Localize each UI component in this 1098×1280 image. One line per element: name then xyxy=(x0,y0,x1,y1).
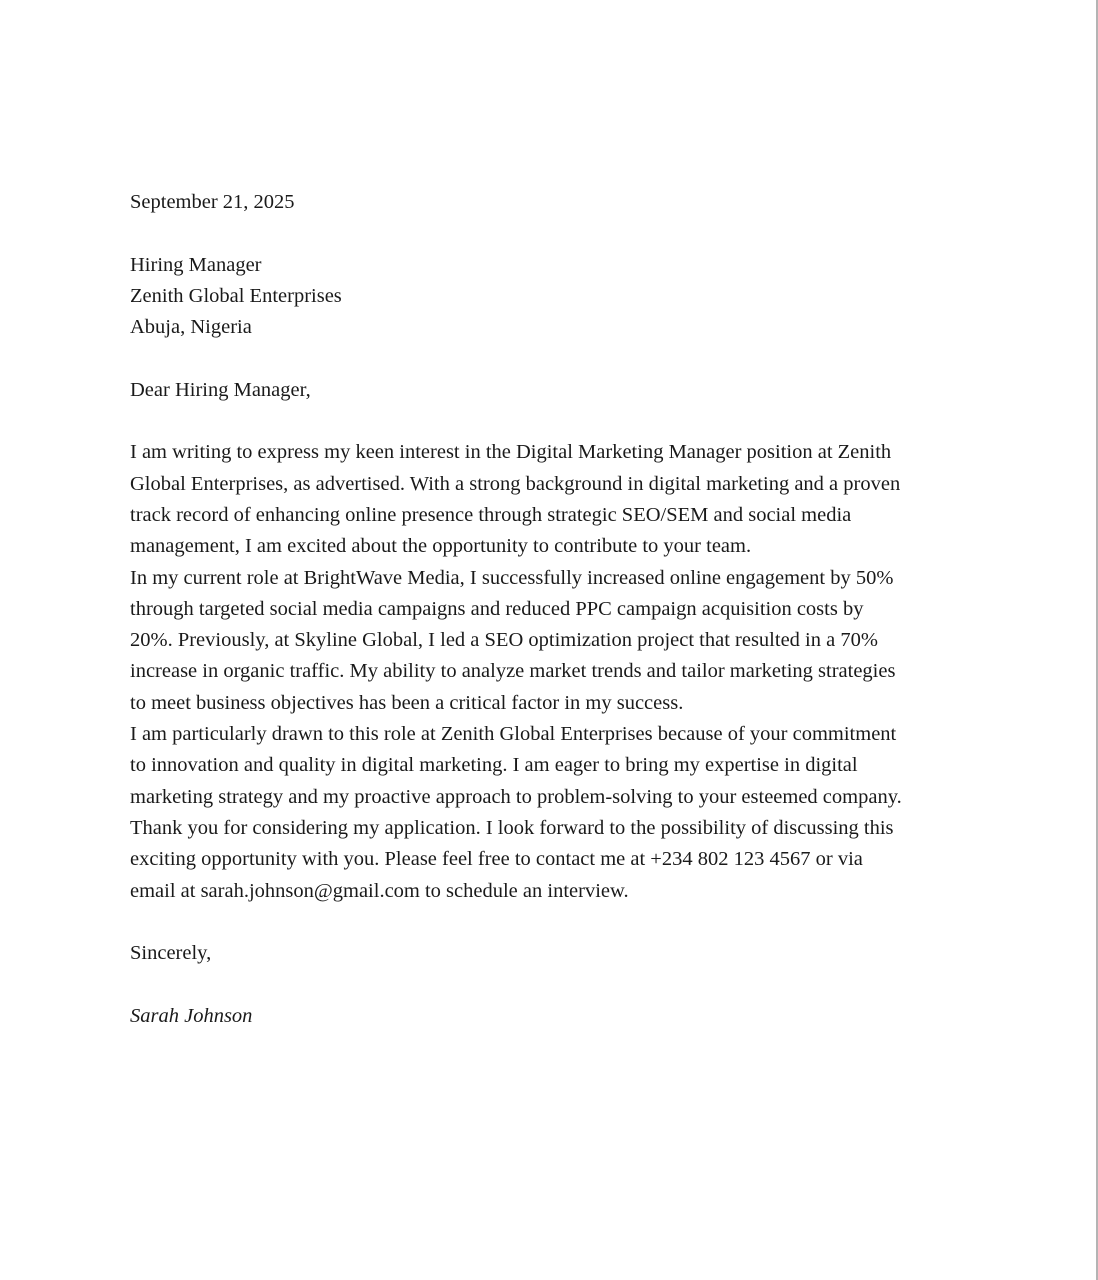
spacer xyxy=(130,343,980,374)
signature: Sarah Johnson xyxy=(130,1004,253,1027)
spacer xyxy=(130,907,980,938)
letter-date: September 21, 2025 xyxy=(130,191,295,213)
body-line: Global Enterprises, as advertised. With a strong background in digital marketing and a proven xyxy=(130,472,901,495)
body-line: exciting opportunity with you. Please feel free to contact me at +234 802 123 4567 or via xyxy=(130,848,863,871)
body-line: to innovation and quality in digital marketing. I am eager to bring my expertise in digital xyxy=(130,754,858,777)
salutation: Dear Hiring Manager, xyxy=(130,378,311,401)
closing: Sincerely, xyxy=(130,942,212,965)
body-line: 20%. Previously, at Skyline Global, I led a SEO optimization project that resulted in a 70% xyxy=(130,629,878,652)
body-line: I am particularly drawn to this role at Zenith Global Enterprises because of your commitment xyxy=(130,723,897,746)
body-line: I am writing to express my keen interest in the Digital Marketing Manager position at Zenith xyxy=(130,441,892,464)
cover-letter xyxy=(130,187,980,1032)
recipient-address xyxy=(130,250,980,344)
spacer xyxy=(130,969,980,1000)
body-line: to meet business objectives has been a critical factor in my success. xyxy=(130,691,684,714)
body-line: management, I am excited about the opportunity to contribute to your team. xyxy=(130,535,752,558)
recipient-location: Abuja, Nigeria xyxy=(130,316,252,339)
body-line: track record of enhancing online presence through strategic SEO/SEM and social media xyxy=(130,503,852,526)
body-line: In my current role at BrightWave Media, I successfully increased online engagement by 50% xyxy=(130,566,894,589)
spacer xyxy=(130,406,980,437)
body-line: through targeted social media campaigns and reduced PPC campaign acquisition costs by xyxy=(130,597,864,620)
letter-body xyxy=(130,437,980,906)
body-line: email at sarah.johnson@gmail.com to schedule an interview. xyxy=(130,879,629,902)
body-line: increase in organic traffic. My ability to analyze market trends and tailor marketing strategies xyxy=(130,660,896,683)
recipient-name: Hiring Manager xyxy=(130,253,262,276)
body-line: Thank you for considering my application. I look forward to the possibility of discussing this xyxy=(130,816,894,839)
body-line: marketing strategy and my proactive approach to problem-solving to your esteemed company. xyxy=(130,785,902,808)
recipient-company: Zenith Global Enterprises xyxy=(130,284,342,307)
spacer xyxy=(130,218,980,249)
